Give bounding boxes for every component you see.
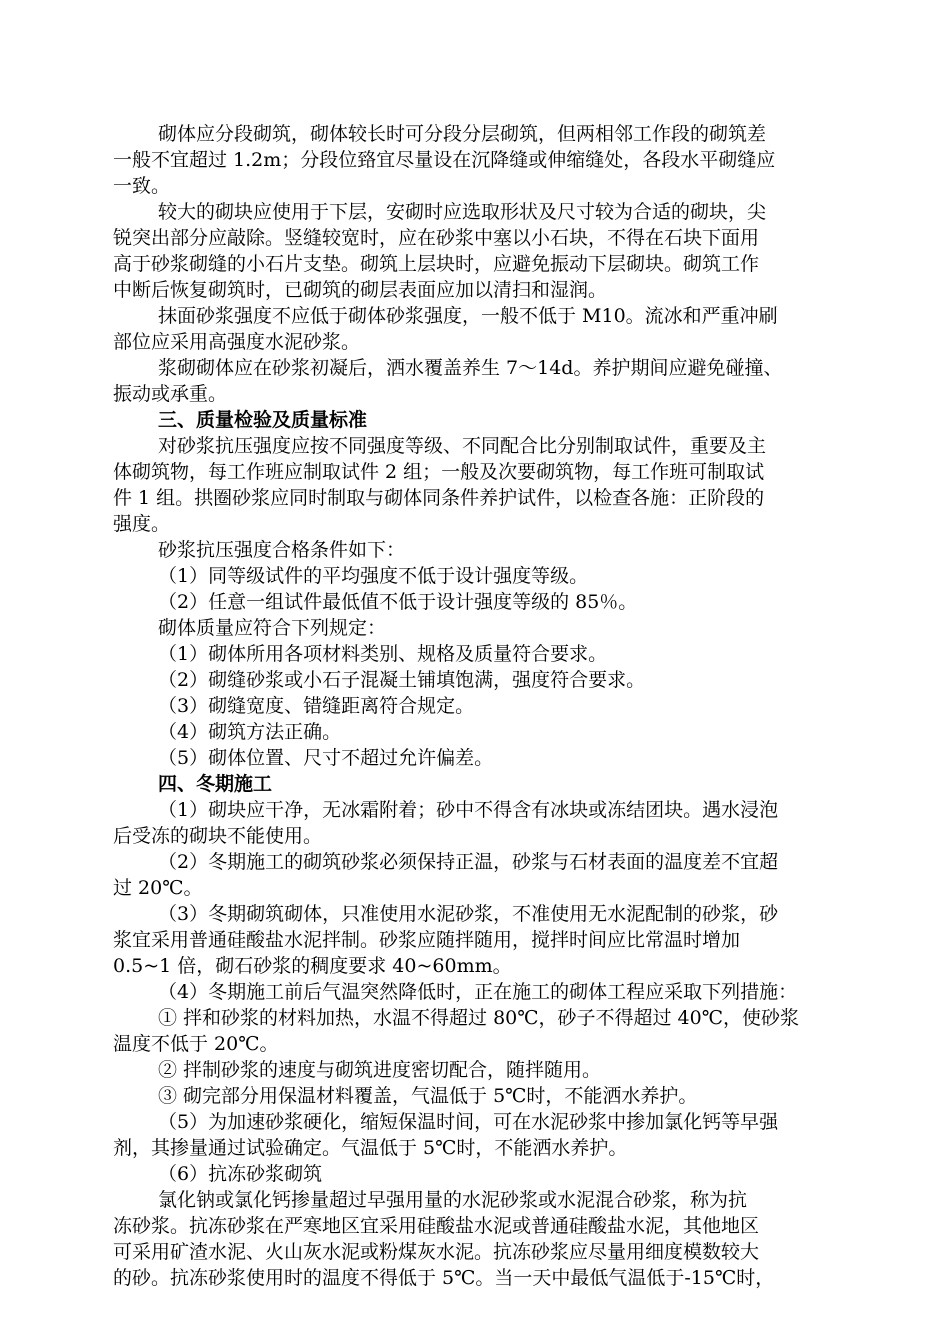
text-line: （6）抗冻砂浆砌筑 xyxy=(158,1163,323,1185)
text-line: 0.5~1 倍，砌石砂浆的稠度要求 40~60mm。 xyxy=(113,955,512,977)
text-line: 砌体应分段砌筑，砌体较长时可分段分层砌筑，但两相邻工作段的砌筑差 xyxy=(158,123,767,145)
list-item: （2）砌缝砂浆或小石子混凝土铺填饱满，强度符合要求。 xyxy=(158,669,646,691)
text-line: 浆砌砌体应在砂浆初凝后，洒水覆盖养生 7～14d。养护期间应避免碰撞、 xyxy=(158,357,783,379)
text-line: 中断后恢复砌筑时，已砌筑的砌层表面应加以清扫和湿润。 xyxy=(113,279,608,301)
text-line: （5）为加速砂浆硬化，缩短保温时间，可在水泥砂浆中掺加氯化钙等早强 xyxy=(158,1111,779,1133)
text-line: 过 20℃。 xyxy=(113,877,203,899)
text-line: 件 1 组。拱圈砂浆应同时制取与砌体同条件养护试件，以检查各施：正阶段的 xyxy=(113,487,765,509)
section-heading: 三、质量检验及质量标准 xyxy=(158,409,368,431)
text-line: 强度。 xyxy=(113,513,171,535)
list-item: （5）砌体位置、尺寸不超过允许偏差。 xyxy=(158,747,494,769)
section-heading: 四、冬期施工 xyxy=(158,773,273,795)
list-item: （2）任意一组试件最低值不低于设计强度等级的 85％。 xyxy=(158,591,638,613)
text-line: 浆宜采用普通硅酸盐水泥拌制。砂浆应随拌随用，搅拌时间应比常温时增加 xyxy=(113,929,741,951)
list-item: （4）砌筑方法正确。 xyxy=(158,721,342,743)
list-item: ② 拌制砂浆的速度与砌筑进度密切配合，随拌随用。 xyxy=(158,1059,602,1081)
text-line: 对砂浆抗压强度应按不同强度等级、不同配合比分别制取试件，重要及主 xyxy=(158,435,767,457)
list-item: （1）同等级试件的平均强度不低于设计强度等级。 xyxy=(158,565,589,587)
text-line: 的砂。抗冻砂浆使用时的温度不得低于 5℃。当一天中最低气温低于-15℃时， xyxy=(113,1267,775,1289)
text-line: 高于砂浆砌缝的小石片支垫。砌筑上层块时，应避免振动下层砌块。砌筑工作 xyxy=(113,253,760,275)
text-line: （1）砌块应干净，无冰霜附着；砂中不得含有冰块或冻结团块。遇水浸泡 xyxy=(158,799,779,821)
text-line: 一般不宜超过 1.2m；分段位臵宜尽量设在沉降缝或伸缩缝处，各段水平砌缝应 xyxy=(113,149,776,171)
text-line: 冻砂浆。抗冻砂浆在严寒地区宜采用硅酸盐水泥或普通硅酸盐水泥，其他地区 xyxy=(113,1215,760,1237)
text-line: 氯化钠或氯化钙掺量超过早强用量的水泥砂浆或水泥混合砂浆，称为抗 xyxy=(158,1189,748,1211)
text-line: 剂，其掺量通过试验确定。气温低于 5℃时，不能洒水养护。 xyxy=(113,1137,628,1159)
text-line: 振动或承重。 xyxy=(113,383,228,405)
text-line: （4）冬期施工前后气温突然降低时，正在施工的砌体工程应采取下列措施： xyxy=(158,981,798,1003)
list-item: （1）砌体所用各项材料类别、规格及质量符合要求。 xyxy=(158,643,608,665)
text-line: 体砌筑物，每工作班应制取试件 2 组；一般及次要砌筑物，每工作班可制取试 xyxy=(113,461,765,483)
list-item: ① 拌和砂浆的材料加热，水温不得超过 80℃，砂子不得超过 40℃，使砂浆 xyxy=(158,1007,799,1029)
text-line: 砌体质量应符合下列规定： xyxy=(158,617,387,639)
text-line: 温度不低于 20℃。 xyxy=(113,1033,279,1055)
text-line: 可采用矿渣水泥、火山灰水泥或粉煤灰水泥。抗冻砂浆应尽量用细度模数较大 xyxy=(113,1241,760,1263)
list-item: ③ 砌完部分用保温材料覆盖，气温低于 5℃时，不能洒水养护。 xyxy=(158,1085,698,1107)
text-line: 一致。 xyxy=(113,175,171,197)
text-line: 后受冻的砌块不能使用。 xyxy=(113,825,323,847)
text-line: 较大的砌块应使用于下层，安砌时应选取形状及尺寸较为合适的砌块，尖 xyxy=(158,201,767,223)
text-line: 锐突出部分应敲除。竖缝较宽时，应在砂浆中塞以小石块，不得在石块下面用 xyxy=(113,227,760,249)
text-line: 砂浆抗压强度合格条件如下： xyxy=(158,539,406,561)
text-line: （2）冬期施工的砌筑砂浆必须保持正温，砂浆与石材表面的温度差不宜超 xyxy=(158,851,779,873)
text-line: 抹面砂浆强度不应低于砌体砂浆强度，一般不低于 M10。流冰和严重冲刷 xyxy=(158,305,778,327)
text-line: 部位应采用高强度水泥砂浆。 xyxy=(113,331,361,353)
text-line: （3）冬期砌筑砌体，只准使用水泥砂浆，不准使用无水泥配制的砂浆，砂 xyxy=(158,903,779,925)
list-item: （3）砌缝宽度、错缝距离符合规定。 xyxy=(158,695,475,717)
